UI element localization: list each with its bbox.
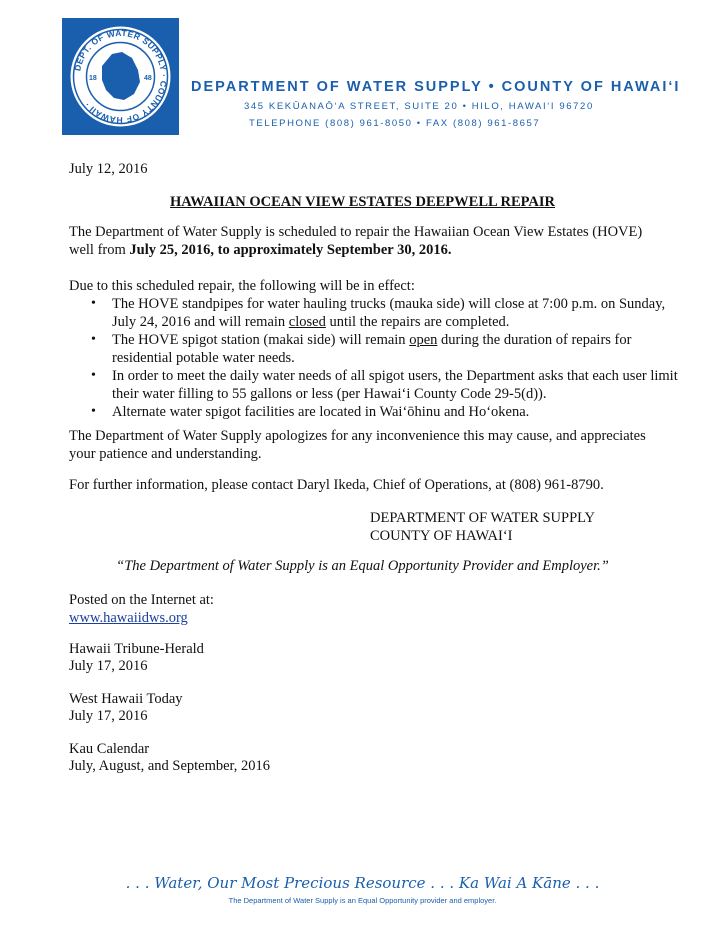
signature-line-1: DEPARTMENT OF WATER SUPPLY xyxy=(370,510,596,526)
repair-dates: July 25, 2016, to approximately September 30, 2016. xyxy=(129,242,452,258)
list-item xyxy=(69,403,689,421)
publication-date: July 17, 2016 xyxy=(69,658,148,674)
eop-statement: “The Department of Water Supply is an Equal Opportunity Provider and Employer.” xyxy=(116,558,609,574)
notice-heading: HAWAIIAN OCEAN VIEW ESTATES DEEPWELL REPAIR xyxy=(169,194,555,210)
list-item xyxy=(69,331,689,367)
list-item xyxy=(69,295,689,331)
publication-date: July 17, 2016 xyxy=(69,708,148,724)
bullet-text: until the repairs are completed. xyxy=(325,314,510,330)
bullet-emphasis: open xyxy=(409,332,438,348)
seal-year-right: 48 xyxy=(144,75,152,82)
seal-icon xyxy=(62,18,179,135)
seal-year-left: 18 xyxy=(89,75,97,82)
posted-label: Posted on the Internet at: xyxy=(69,592,214,608)
bullet-text: The HOVE spigot station (makai side) will remain xyxy=(112,332,410,348)
bullet-text: during the duration of repairs for residential potable water needs. xyxy=(112,332,632,366)
publication-name: West Hawaii Today xyxy=(69,691,183,707)
letterhead-title: DEPARTMENT OF WATER SUPPLY • COUNTY OF HAWAI‘I xyxy=(191,79,681,95)
footer-eop: The Department of Water Supply is an Equal Opportunity provider and employer. xyxy=(228,896,497,905)
website-link[interactable]: www.hawaiidws.org xyxy=(69,610,188,626)
bullet-text: In order to meet the daily water needs of all spigot users, the Department asks that each user limit their water filling to 55 gallons or less (per Hawai‘i County Code 29-5(d)). xyxy=(112,368,678,402)
bullet-text: Alternate water spigot facilities are located in Wai‘ōhinu and Ho‘okena. xyxy=(112,404,530,420)
bullet-text: The HOVE standpipes for water hauling trucks (mauka side) will close at 7:00 p.m. on Sunday, July 24, 2016 and will remain xyxy=(112,296,666,330)
apology-paragraph: The Department of Water Supply apologizes for any inconvenience this may cause, and appreciates your patience and understanding. xyxy=(69,428,646,462)
effects-intro: Due to this scheduled repair, the following will be in effect: xyxy=(69,278,415,294)
intro-paragraph xyxy=(69,223,669,259)
bullet-emphasis: closed xyxy=(288,314,326,330)
seal-ring-text: DEPT. OF WATER SUPPLY · COUNTY OF HAWAII · xyxy=(72,27,170,126)
effects-list xyxy=(69,295,689,421)
signature-line-2: COUNTY OF HAWAI‘I xyxy=(370,528,513,544)
list-item xyxy=(69,367,689,403)
letterhead-phone: TELEPHONE (808) 961-8050 • FAX (808) 961-8657 xyxy=(249,118,541,129)
contact-paragraph: For further information, please contact Daryl Ikeda, Chief of Operations, at (808) 961-8790. xyxy=(69,477,604,493)
department-seal-logo xyxy=(62,18,179,135)
letter-date: July 12, 2016 xyxy=(69,161,148,177)
publication-name: Kau Calendar xyxy=(69,741,150,757)
publication-date: July, August, and September, 2016 xyxy=(69,758,271,774)
publication-name: Hawaii Tribune-Herald xyxy=(69,641,204,657)
intro-text: The Department of Water Supply is scheduled to repair the Hawaiian Ocean View Estates (HOVE) well from xyxy=(69,224,643,258)
letterhead-address: 345 KEKŪANAŌ‘A STREET, SUITE 20 • HILO, HAWAI‘I 96720 xyxy=(244,101,594,112)
footer-motto: . . . Water, Our Most Precious Resource . . . Ka Wai A Kāne . . . xyxy=(125,874,600,892)
